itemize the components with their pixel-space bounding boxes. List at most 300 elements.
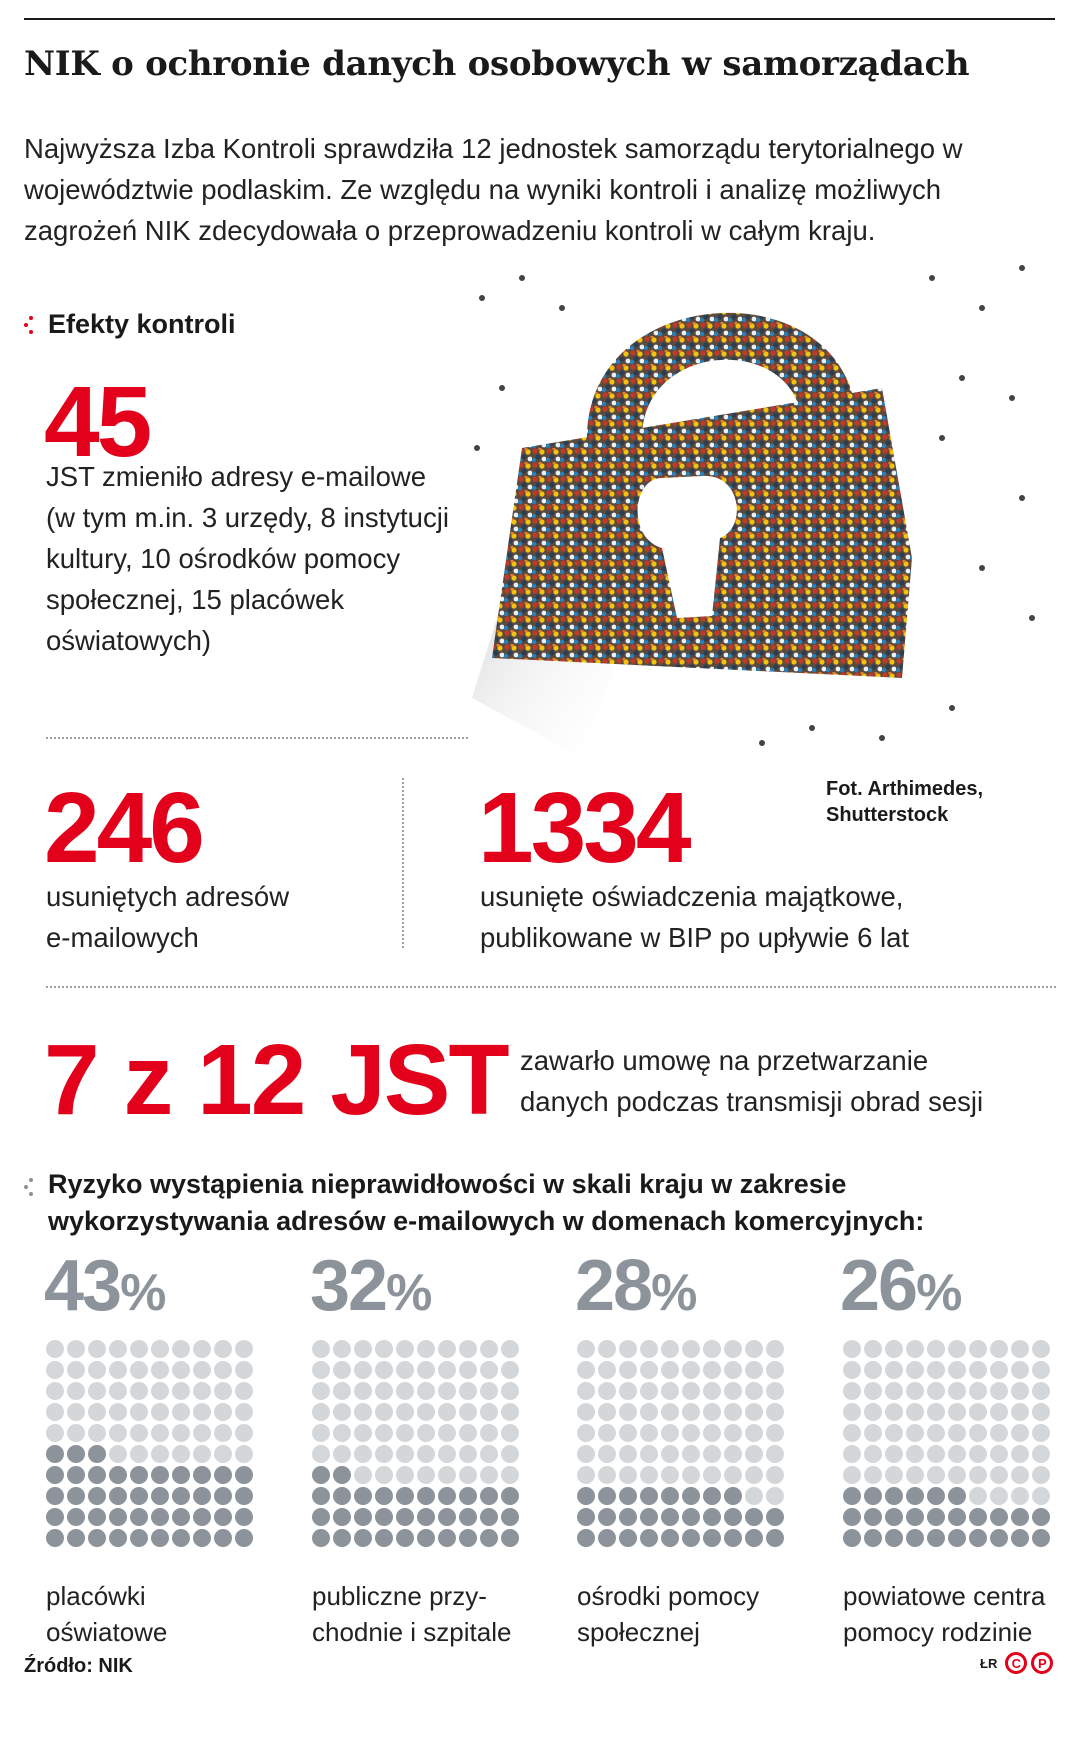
waffle-dot-empty	[354, 1424, 372, 1442]
waffle-dot-empty	[130, 1424, 148, 1442]
waffle-dot-empty	[312, 1403, 330, 1421]
waffle-dot-filled	[88, 1487, 106, 1505]
waffle-dot-empty	[109, 1382, 127, 1400]
waffle-dot-empty	[703, 1382, 721, 1400]
waffle-dot-empty	[990, 1424, 1008, 1442]
waffle-dot-filled	[46, 1445, 64, 1463]
photo-credit: Fot. Arthimedes, Shutterstock	[826, 778, 984, 826]
waffle-dot-filled	[703, 1487, 721, 1505]
waffle-dot-empty	[480, 1382, 498, 1400]
waffle-dot-empty	[312, 1361, 330, 1379]
waffle-dot-empty	[438, 1403, 456, 1421]
waffle-dot-empty	[724, 1361, 742, 1379]
waffle-dot-filled	[766, 1508, 784, 1526]
waffle-dot-empty	[333, 1424, 351, 1442]
waffle-dot-empty	[724, 1340, 742, 1358]
waffle-dot-filled	[193, 1466, 211, 1484]
waffle-dot-filled	[109, 1508, 127, 1526]
category-label-1: publiczne przy- chodnie i szpitale	[312, 1581, 512, 1647]
waffle-dot-empty	[864, 1361, 882, 1379]
waffle-dot-filled	[312, 1529, 330, 1547]
waffle-dot-filled	[661, 1529, 679, 1547]
waffle-dot-empty	[193, 1382, 211, 1400]
waffle-dot-empty	[130, 1403, 148, 1421]
waffle-dot-empty	[151, 1403, 169, 1421]
waffle-dot-filled	[235, 1487, 253, 1505]
waffle-dot-filled	[333, 1466, 351, 1484]
waffle-dot-filled	[948, 1508, 966, 1526]
waffle-dot-empty	[640, 1466, 658, 1484]
publisher-logo: ŁR C P	[980, 1652, 1053, 1674]
waffle-dot-filled	[375, 1508, 393, 1526]
waffle-dot-empty	[969, 1466, 987, 1484]
waffle-dot-empty	[151, 1382, 169, 1400]
waffle-dot-empty	[333, 1382, 351, 1400]
waffle-dot-empty	[619, 1424, 637, 1442]
waffle-dot-empty	[501, 1466, 519, 1484]
waffle-dot-empty	[885, 1445, 903, 1463]
waffle-dot-empty	[375, 1445, 393, 1463]
waffle-dot-filled	[417, 1529, 435, 1547]
waffle-dot-filled	[88, 1529, 106, 1547]
waffle-dot-empty	[501, 1403, 519, 1421]
waffle-chart-2	[577, 1340, 787, 1550]
stat-1334-value: 1334	[478, 772, 689, 884]
waffle-dot-empty	[745, 1466, 763, 1484]
waffle-dot-filled	[46, 1508, 64, 1526]
waffle-dot-empty	[396, 1424, 414, 1442]
waffle-dot-empty	[354, 1340, 372, 1358]
waffle-dot-filled	[843, 1487, 861, 1505]
waffle-dot-empty	[172, 1382, 190, 1400]
stat-246-value: 246	[44, 772, 202, 884]
waffle-dot-empty	[375, 1424, 393, 1442]
waffle-dot-empty	[864, 1466, 882, 1484]
waffle-dot-filled	[619, 1529, 637, 1547]
waffle-dot-empty	[640, 1361, 658, 1379]
waffle-dot-empty	[598, 1466, 616, 1484]
waffle-dot-empty	[235, 1361, 253, 1379]
waffle-dot-filled	[312, 1487, 330, 1505]
source-note: Źródło: NIK	[24, 1655, 133, 1677]
waffle-dot-empty	[438, 1424, 456, 1442]
waffle-dot-filled	[640, 1529, 658, 1547]
waffle-dot-empty	[682, 1466, 700, 1484]
waffle-dot-filled	[312, 1466, 330, 1484]
waffle-dot-empty	[640, 1340, 658, 1358]
waffle-dot-filled	[682, 1529, 700, 1547]
waffle-dot-empty	[459, 1424, 477, 1442]
waffle-dot-empty	[703, 1445, 721, 1463]
waffle-dot-filled	[480, 1508, 498, 1526]
waffle-dot-empty	[312, 1340, 330, 1358]
waffle-dot-empty	[745, 1487, 763, 1505]
percent-0: 43%	[44, 1246, 165, 1326]
waffle-dot-empty	[948, 1424, 966, 1442]
waffle-dot-empty	[885, 1361, 903, 1379]
waffle-dot-filled	[130, 1466, 148, 1484]
waffle-dot-filled	[843, 1529, 861, 1547]
waffle-dot-empty	[396, 1340, 414, 1358]
waffle-dot-filled	[130, 1508, 148, 1526]
waffle-dot-empty	[354, 1445, 372, 1463]
waffle-dot-empty	[1011, 1445, 1029, 1463]
waffle-dot-empty	[766, 1340, 784, 1358]
waffle-dot-filled	[375, 1487, 393, 1505]
waffle-dot-empty	[745, 1361, 763, 1379]
waffle-dot-empty	[745, 1382, 763, 1400]
waffle-dot-empty	[151, 1445, 169, 1463]
waffle-dot-empty	[948, 1403, 966, 1421]
waffle-dot-filled	[864, 1487, 882, 1505]
waffle-dot-filled	[88, 1445, 106, 1463]
waffle-dot-empty	[745, 1424, 763, 1442]
waffle-dot-empty	[312, 1445, 330, 1463]
waffle-dot-filled	[67, 1466, 85, 1484]
waffle-dot-empty	[682, 1340, 700, 1358]
waffle-dot-empty	[354, 1466, 372, 1484]
waffle-dot-empty	[417, 1403, 435, 1421]
waffle-dot-empty	[766, 1361, 784, 1379]
waffle-dot-empty	[172, 1445, 190, 1463]
waffle-dot-empty	[130, 1340, 148, 1358]
waffle-dot-filled	[46, 1487, 64, 1505]
waffle-dot-empty	[927, 1466, 945, 1484]
waffle-dot-empty	[1011, 1403, 1029, 1421]
waffle-dot-empty	[724, 1424, 742, 1442]
divider-2	[46, 986, 1056, 988]
waffle-dot-empty	[396, 1382, 414, 1400]
waffle-dot-filled	[214, 1529, 232, 1547]
waffle-dot-empty	[598, 1445, 616, 1463]
bullet-dots-icon-gray	[24, 1178, 38, 1198]
waffle-dot-empty	[843, 1382, 861, 1400]
waffle-dot-filled	[843, 1508, 861, 1526]
waffle-dot-empty	[745, 1403, 763, 1421]
waffle-dot-filled	[375, 1529, 393, 1547]
waffle-dot-filled	[151, 1466, 169, 1484]
waffle-dot-empty	[969, 1382, 987, 1400]
divider-1	[46, 737, 468, 739]
waffle-dot-empty	[375, 1361, 393, 1379]
waffle-dot-empty	[927, 1382, 945, 1400]
waffle-dot-empty	[417, 1361, 435, 1379]
waffle-dot-empty	[333, 1361, 351, 1379]
waffle-dot-filled	[235, 1508, 253, 1526]
padlock-crowd-photo	[462, 238, 1062, 758]
waffle-dot-empty	[927, 1424, 945, 1442]
waffle-dot-empty	[333, 1403, 351, 1421]
waffle-dot-empty	[1011, 1382, 1029, 1400]
waffle-dot-empty	[864, 1403, 882, 1421]
stat-7z12-desc: zawarło umowę na przetwarzanie danych podczas transmisji obrad sesji	[520, 1045, 984, 1117]
waffle-dot-filled	[396, 1508, 414, 1526]
waffle-dot-empty	[661, 1403, 679, 1421]
waffle-dot-empty	[438, 1445, 456, 1463]
waffle-dot-empty	[438, 1382, 456, 1400]
waffle-dot-empty	[459, 1382, 477, 1400]
waffle-dot-filled	[619, 1508, 637, 1526]
waffle-dot-empty	[193, 1403, 211, 1421]
waffle-dot-empty	[661, 1361, 679, 1379]
waffle-dot-empty	[396, 1403, 414, 1421]
waffle-dot-empty	[459, 1361, 477, 1379]
waffle-dot-empty	[990, 1340, 1008, 1358]
effects-heading: Efekty kontroli	[48, 309, 236, 339]
waffle-dot-empty	[969, 1340, 987, 1358]
waffle-dot-empty	[88, 1361, 106, 1379]
waffle-dot-filled	[396, 1529, 414, 1547]
waffle-dot-empty	[501, 1445, 519, 1463]
waffle-dot-filled	[480, 1529, 498, 1547]
waffle-dot-empty	[375, 1340, 393, 1358]
waffle-dot-empty	[906, 1340, 924, 1358]
waffle-dot-empty	[1032, 1466, 1050, 1484]
waffle-dot-filled	[109, 1487, 127, 1505]
waffle-dot-filled	[864, 1529, 882, 1547]
waffle-dot-empty	[885, 1466, 903, 1484]
waffle-dot-empty	[214, 1445, 232, 1463]
waffle-dot-filled	[88, 1466, 106, 1484]
divider-vertical	[402, 778, 404, 948]
waffle-dot-filled	[619, 1487, 637, 1505]
waffle-dot-filled	[906, 1529, 924, 1547]
category-label-3: powiatowe centra pomocy rodzinie	[843, 1581, 1046, 1647]
waffle-dot-empty	[417, 1424, 435, 1442]
waffle-dot-filled	[459, 1487, 477, 1505]
waffle-dot-empty	[864, 1424, 882, 1442]
waffle-dot-filled	[1011, 1508, 1029, 1526]
waffle-dot-empty	[417, 1340, 435, 1358]
waffle-dot-filled	[598, 1508, 616, 1526]
waffle-dot-empty	[927, 1340, 945, 1358]
waffle-dot-empty	[480, 1424, 498, 1442]
waffle-dot-empty	[885, 1340, 903, 1358]
waffle-dot-empty	[619, 1340, 637, 1358]
waffle-dot-empty	[906, 1445, 924, 1463]
waffle-dot-empty	[906, 1361, 924, 1379]
waffle-dot-empty	[906, 1382, 924, 1400]
waffle-dot-filled	[661, 1487, 679, 1505]
waffle-dot-empty	[703, 1466, 721, 1484]
waffle-dot-filled	[417, 1508, 435, 1526]
waffle-dot-empty	[682, 1382, 700, 1400]
waffle-dot-empty	[843, 1403, 861, 1421]
waffle-dot-filled	[598, 1487, 616, 1505]
waffle-dot-filled	[577, 1508, 595, 1526]
waffle-dot-empty	[661, 1424, 679, 1442]
waffle-dot-filled	[885, 1487, 903, 1505]
waffle-dot-empty	[396, 1445, 414, 1463]
waffle-dot-empty	[927, 1445, 945, 1463]
waffle-dot-empty	[906, 1403, 924, 1421]
waffle-dot-empty	[46, 1382, 64, 1400]
waffle-dot-empty	[354, 1403, 372, 1421]
waffle-dot-empty	[109, 1445, 127, 1463]
waffle-dot-empty	[990, 1487, 1008, 1505]
waffle-dot-empty	[354, 1382, 372, 1400]
waffle-dot-empty	[235, 1424, 253, 1442]
waffle-dot-filled	[724, 1529, 742, 1547]
risk-heading: Ryzyko wystąpienia nieprawidłowości w skali kraju w zakresie wykorzystywania adresów e-mailowych w domenach komercyjnych:	[48, 1169, 925, 1236]
waffle-dot-empty	[948, 1445, 966, 1463]
waffle-dot-empty	[130, 1445, 148, 1463]
waffle-dot-empty	[885, 1382, 903, 1400]
waffle-dot-empty	[235, 1382, 253, 1400]
waffle-dot-empty	[151, 1361, 169, 1379]
waffle-dot-empty	[990, 1445, 1008, 1463]
waffle-dot-empty	[151, 1424, 169, 1442]
waffle-dot-empty	[46, 1424, 64, 1442]
waffle-dot-filled	[766, 1529, 784, 1547]
waffle-dot-filled	[333, 1487, 351, 1505]
waffle-dot-empty	[480, 1340, 498, 1358]
waffle-dot-filled	[235, 1466, 253, 1484]
waffle-dot-empty	[577, 1361, 595, 1379]
waffle-dot-empty	[703, 1424, 721, 1442]
waffle-dot-empty	[766, 1424, 784, 1442]
waffle-dot-empty	[682, 1403, 700, 1421]
percent-1: 32%	[310, 1246, 431, 1326]
waffle-dot-empty	[745, 1340, 763, 1358]
waffle-dot-filled	[193, 1508, 211, 1526]
waffle-chart-1	[312, 1340, 522, 1550]
waffle-dot-empty	[1032, 1382, 1050, 1400]
waffle-dot-empty	[67, 1424, 85, 1442]
waffle-dot-filled	[67, 1445, 85, 1463]
waffle-dot-filled	[682, 1487, 700, 1505]
waffle-dot-empty	[193, 1445, 211, 1463]
waffle-dot-filled	[480, 1487, 498, 1505]
waffle-dot-empty	[109, 1340, 127, 1358]
waffle-dot-filled	[990, 1508, 1008, 1526]
waffle-dot-filled	[577, 1529, 595, 1547]
waffle-dot-empty	[417, 1445, 435, 1463]
waffle-dot-empty	[417, 1382, 435, 1400]
waffle-dot-filled	[1032, 1529, 1050, 1547]
waffle-dot-filled	[312, 1508, 330, 1526]
waffle-dot-empty	[619, 1445, 637, 1463]
waffle-dot-filled	[501, 1529, 519, 1547]
waffle-dot-empty	[843, 1340, 861, 1358]
waffle-dot-empty	[598, 1361, 616, 1379]
waffle-dot-empty	[661, 1382, 679, 1400]
waffle-dot-empty	[46, 1340, 64, 1358]
waffle-dot-empty	[745, 1445, 763, 1463]
waffle-dot-empty	[724, 1445, 742, 1463]
waffle-dot-filled	[501, 1487, 519, 1505]
waffle-dot-empty	[1011, 1487, 1029, 1505]
waffle-dot-filled	[969, 1529, 987, 1547]
waffle-dot-filled	[438, 1529, 456, 1547]
waffle-dot-empty	[969, 1403, 987, 1421]
waffle-dot-empty	[682, 1424, 700, 1442]
waffle-dot-empty	[193, 1424, 211, 1442]
waffle-dot-filled	[906, 1508, 924, 1526]
waffle-dot-empty	[640, 1403, 658, 1421]
waffle-dot-empty	[577, 1466, 595, 1484]
waffle-dot-empty	[619, 1403, 637, 1421]
waffle-dot-filled	[459, 1529, 477, 1547]
category-label-2: ośrodki pomocy społecznej	[577, 1581, 760, 1647]
waffle-dot-empty	[598, 1424, 616, 1442]
waffle-dot-empty	[235, 1403, 253, 1421]
waffle-dot-empty	[193, 1340, 211, 1358]
waffle-dot-empty	[67, 1382, 85, 1400]
waffle-dot-empty	[438, 1361, 456, 1379]
waffle-dot-filled	[235, 1529, 253, 1547]
waffle-dot-empty	[577, 1382, 595, 1400]
waffle-dot-empty	[501, 1361, 519, 1379]
waffle-dot-filled	[354, 1487, 372, 1505]
waffle-dot-empty	[1011, 1361, 1029, 1379]
waffle-dot-filled	[927, 1508, 945, 1526]
waffle-dot-empty	[354, 1361, 372, 1379]
waffle-dot-empty	[724, 1403, 742, 1421]
waffle-dot-filled	[864, 1508, 882, 1526]
waffle-dot-filled	[172, 1487, 190, 1505]
waffle-dot-empty	[990, 1382, 1008, 1400]
waffle-dot-filled	[724, 1487, 742, 1505]
waffle-dot-filled	[396, 1487, 414, 1505]
waffle-dot-empty	[46, 1403, 64, 1421]
waffle-dot-empty	[459, 1466, 477, 1484]
waffle-dot-filled	[214, 1466, 232, 1484]
waffle-dot-empty	[885, 1403, 903, 1421]
waffle-dot-filled	[906, 1487, 924, 1505]
waffle-dot-empty	[1011, 1340, 1029, 1358]
waffle-dot-filled	[948, 1529, 966, 1547]
stat-246-desc: usuniętych adresów e-mailowych	[46, 881, 290, 953]
waffle-dot-empty	[724, 1466, 742, 1484]
waffle-dot-empty	[766, 1382, 784, 1400]
waffle-dot-filled	[88, 1508, 106, 1526]
waffle-dot-filled	[333, 1529, 351, 1547]
waffle-dot-filled	[109, 1529, 127, 1547]
waffle-dot-empty	[598, 1382, 616, 1400]
waffle-dot-filled	[927, 1487, 945, 1505]
waffle-dot-empty	[459, 1340, 477, 1358]
waffle-dot-empty	[151, 1340, 169, 1358]
bullet-dots-icon	[24, 316, 38, 336]
waffle-dot-empty	[130, 1382, 148, 1400]
waffle-dot-filled	[193, 1487, 211, 1505]
waffle-dot-empty	[312, 1382, 330, 1400]
waffle-dot-empty	[703, 1340, 721, 1358]
waffle-dot-empty	[864, 1340, 882, 1358]
waffle-dot-empty	[906, 1424, 924, 1442]
stat-45-desc: JST zmieniło adresy e-mailowe (w tym m.in. 3 urzędy, 8 instytucji kultury, 10 ośrodków pomocy społecznej, 15 placówek oświatowych)	[46, 461, 449, 656]
waffle-dot-filled	[172, 1466, 190, 1484]
waffle-dot-empty	[109, 1403, 127, 1421]
waffle-dot-empty	[396, 1361, 414, 1379]
percent-2: 28%	[575, 1246, 696, 1326]
waffle-dot-empty	[843, 1361, 861, 1379]
waffle-dot-empty	[843, 1466, 861, 1484]
waffle-dot-empty	[577, 1445, 595, 1463]
waffle-dot-filled	[417, 1487, 435, 1505]
waffle-dot-empty	[640, 1424, 658, 1442]
waffle-dot-filled	[151, 1487, 169, 1505]
waffle-dot-empty	[501, 1382, 519, 1400]
waffle-dot-empty	[1032, 1403, 1050, 1421]
waffle-dot-empty	[948, 1466, 966, 1484]
waffle-dot-empty	[67, 1340, 85, 1358]
waffle-dot-empty	[927, 1403, 945, 1421]
waffle-dot-empty	[417, 1466, 435, 1484]
waffle-dot-empty	[88, 1424, 106, 1442]
waffle-dot-empty	[661, 1466, 679, 1484]
